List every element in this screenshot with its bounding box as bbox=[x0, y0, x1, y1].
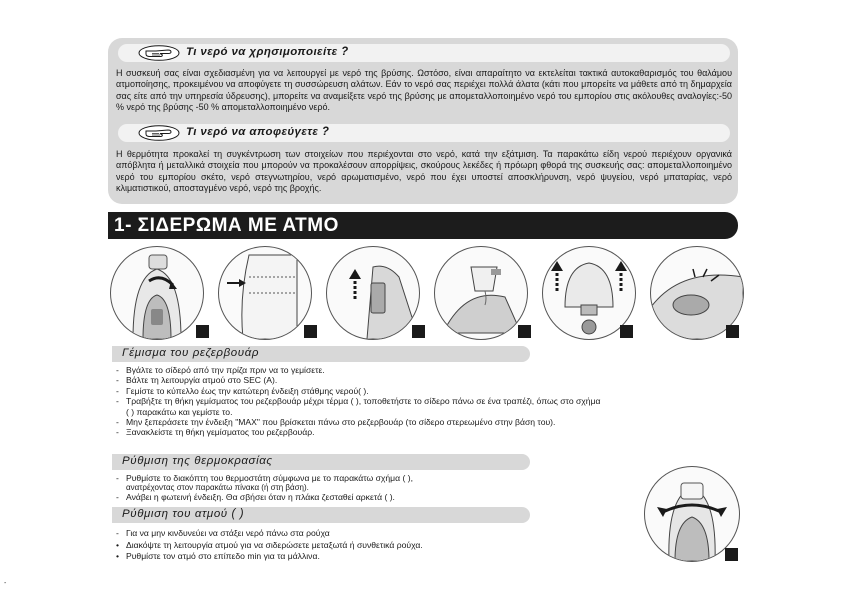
list-item: - Ρυθμίστε το διακόπτη του θερμοστάτη σύμφωνα με το παρακάτω σχήμα ( ), ανατρέχοντας στον παρακάτω πίνακα (ή στη βάση). bbox=[116, 473, 413, 493]
pointing-hand-icon bbox=[138, 125, 180, 141]
list-item: • Ρυθμίστε τον ατμό στο επίπεδο min για τα μάλλινα. bbox=[116, 551, 320, 562]
figure-marker bbox=[725, 548, 738, 561]
page-edge-mark: - bbox=[4, 580, 7, 587]
figure-marker bbox=[304, 325, 317, 338]
steam-title: Ρύθμιση του ατμού ( ) bbox=[122, 508, 245, 520]
list-item: - Για να μην κινδυνεύει να στάξει νερό πάνω στα ρούχα bbox=[116, 528, 330, 538]
temperature-list bbox=[116, 473, 616, 503]
list-item: - Ξανακλείστε τη θήκη γεμίσματος του ρεζερβουάρ. bbox=[116, 427, 315, 438]
list-item: - Βγάλτε το σίδερό από την πρίζα πριν να το γεμίσετε. bbox=[116, 365, 325, 375]
list-item: ( ) παρακάτω και γεμίστε το. bbox=[126, 406, 233, 417]
list-item: - Ανάβει η φωτεινή ένδειξη. Θα σβήσει όταν η πλάκα ζεσταθεί αρκετά ( ). bbox=[116, 492, 395, 503]
list-item: - Μην ξεπεράσετε την ένδειξη "MAX" που βρίσκεται πάνω στο ρεζερβουάρ (το σίδερο στερεωμένο στην βάση του). bbox=[116, 417, 556, 428]
tank-level-illustration bbox=[218, 246, 312, 340]
filling-list bbox=[116, 365, 736, 438]
filling-heading-bar bbox=[112, 346, 530, 362]
pointing-hand-icon bbox=[138, 45, 180, 61]
list-item: - Γεμίστε το κύπελλο έως την κατώτερη ένδειξη στάθμης νερού( ). bbox=[116, 385, 369, 396]
section2-text: Η θερμότητα προκαλεί τη συγκέντρωση των στοιχείων που περιέχονται στο νερό, κατά την εξάτμιση. Τα παρακάτω είδη νερού περιέχουν οργανικά απόβλητα ή μεταλλικά στοιχεία που μπορούν να προκαλέσουν απορρίψεις, σκούρους λεκέδες ή πρόωρη φθορά της συσκευής σας: απομεταλλοποιημένο νερό του εμπορίου σκέτο, νερό στεγνωτηρίου, νερό αρωματισμένο, νερό που έχει υποστεί αποσκλήρυνση, νερό ψυγείου, νερό μπαταρίας, νερό κλιματιστικού, αποσταγμένο νερό, νερό της βροχής. bbox=[116, 149, 732, 194]
filling-cup-illustration bbox=[434, 246, 528, 340]
figure-marker bbox=[726, 325, 739, 338]
steam-dial-illustration bbox=[110, 246, 204, 340]
steam-list bbox=[116, 528, 616, 563]
figure-marker bbox=[196, 325, 209, 338]
filler-cap-illustration bbox=[326, 246, 420, 340]
list-item: - Τραβήξτε τη θήκη γεμίσματος του ρεζερβουάρ μέχρι τέρμα ( ), τοποθετήστε το σίδερο πάνω σε ένα τραπέζι, όπως στο σχήμα bbox=[116, 396, 601, 407]
steam-ironing-banner bbox=[108, 212, 738, 239]
steam-heading-bar bbox=[112, 507, 530, 523]
filling-title: Γέμισμα του ρεζερβουάρ bbox=[122, 347, 260, 359]
banner-title: 1- ΣΙΔΕΡΩΜΑ ΜΕ ΑΤΜΟ bbox=[114, 215, 339, 236]
figure-marker bbox=[518, 325, 531, 338]
temperature-heading-bar bbox=[112, 454, 530, 470]
figure-marker bbox=[412, 325, 425, 338]
list-item: • Διακόψτε τη λειτουργία ατμού για να σιδερώσετε μεταξωτά ή συνθετικά ρούχα. bbox=[116, 539, 423, 550]
figure-marker bbox=[620, 325, 633, 338]
temperature-title: Ρύθμιση της θερμοκρασίας bbox=[122, 455, 273, 467]
section2-title: Τι νερό να αποφεύγετε ? bbox=[186, 126, 330, 138]
section1-text: Η συσκευή σας είναι σχεδιασμένη για να λειτουργεί με νερό της βρύσης. Ωστόσο, είναι απαραίτητο να εκτελείται τακτικά αυτοκαθαρισμός του θαλάμου ατμοποίησης, προκειμένου να αποφύγετε τη συσσώρευση αλάτων. Εάν το νερό σας περιέχει πολλά άλατα (κάτι που μπορείτε να μάθετε από τη δημαρχεία σας είτε από την υπηρεσία ύδρευσης), μπορείτε να αναμείξετε νερό της βρύσης με απομεταλλοποιημένο νερό του εμπορίου στις ακόλουθες αναλογίες:-50 % νερό της βρύσης -50 % απομεταλλοποιημένο νερό. bbox=[116, 68, 732, 113]
section1-title: Τι νερό να χρησιμοποιείτε ? bbox=[186, 46, 349, 58]
list-item: - Βάλτε τη λειτουργία ατμού στο SEC (A). bbox=[116, 375, 278, 386]
